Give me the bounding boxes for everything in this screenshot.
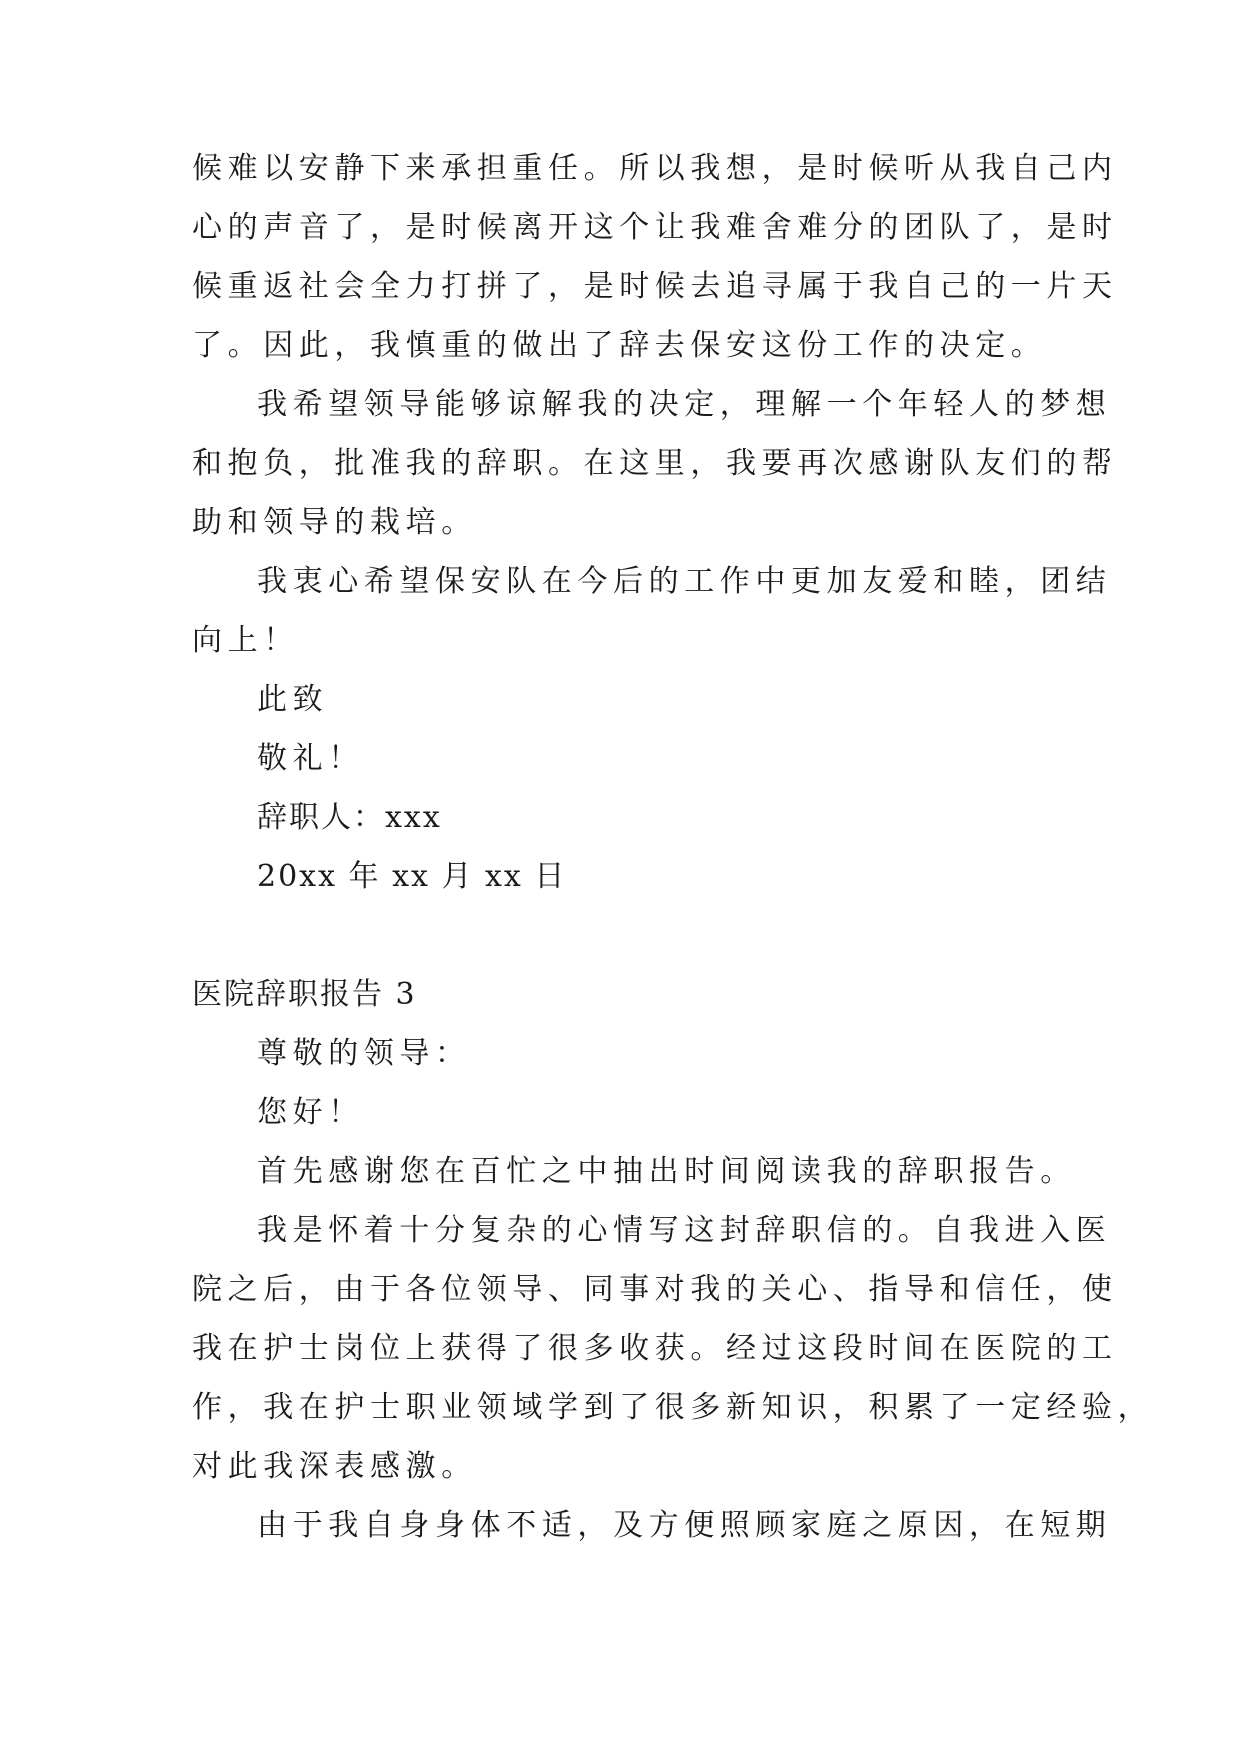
body-line-6: 和抱负，批准我的辞职。在这里，我要再次感谢队友们的帮	[192, 446, 1118, 481]
body-line-12: 院之后，由于各位领导、同事对我的关心、指导和信任，使	[192, 1272, 1118, 1307]
body-line-11: 我是怀着十分复杂的心情写这封辞职信的。自我进入医	[257, 1213, 1112, 1248]
body-line-16: 由于我自身身体不适，及方便照顾家庭之原因，在短期	[257, 1508, 1112, 1543]
closing-salutation: 此致	[257, 682, 329, 717]
body-line-13: 我在护士岗位上获得了很多收获。经过这段时间在医院的工	[192, 1331, 1118, 1366]
closing-regards: 敬礼！	[257, 741, 364, 776]
body-line-14: 作，我在护士职业领域学到了很多新知识，积累了一定经验，	[192, 1390, 1154, 1425]
date-line: 20xx 年 xx 月 xx 日	[257, 859, 567, 894]
section-title: 医院辞职报告 3	[192, 977, 417, 1012]
greeting-hello: 您好！	[257, 1095, 364, 1130]
body-line-2: 心的声音了，是时候离开这个让我难舍难分的团队了，是时	[192, 210, 1118, 245]
signature-line: 辞职人：xxx	[257, 800, 442, 835]
body-line-4: 了。因此，我慎重的做出了辞去保安这份工作的决定。	[192, 328, 1047, 363]
body-line-15: 对此我深表感激。	[192, 1449, 477, 1484]
body-line-7: 助和领导的栽培。	[192, 505, 477, 540]
body-line-8: 我衷心希望保安队在今后的工作中更加友爱和睦，团结	[257, 564, 1112, 599]
greeting: 尊敬的领导：	[257, 1036, 471, 1071]
body-line-10: 首先感谢您在百忙之中抽出时间阅读我的辞职报告。	[257, 1154, 1076, 1189]
body-line-1: 候难以安静下来承担重任。所以我想，是时候听从我自己内	[192, 151, 1118, 186]
body-line-9: 向上！	[192, 623, 299, 658]
body-line-5: 我希望领导能够谅解我的决定，理解一个年轻人的梦想	[257, 387, 1112, 422]
body-line-3: 候重返社会全力打拼了，是时候去追寻属于我自己的一片天	[192, 269, 1118, 304]
